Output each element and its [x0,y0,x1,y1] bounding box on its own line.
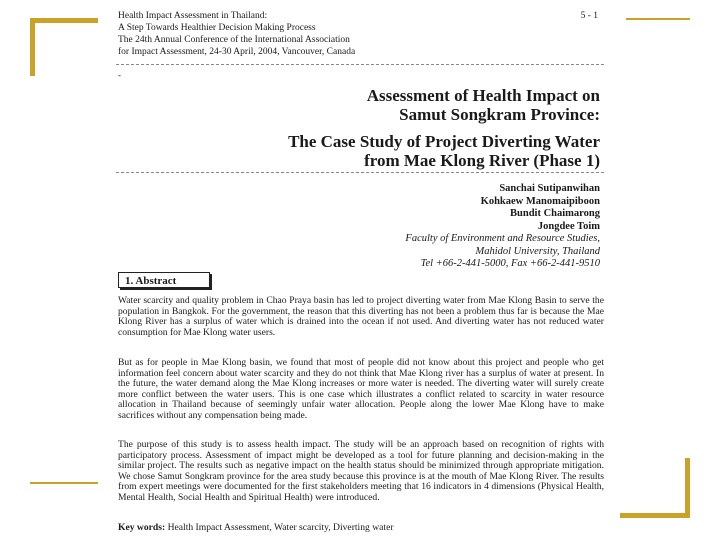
author-name: Jongdee Toim [537,220,600,232]
section-heading-abstract: 1. Abstract [118,272,210,288]
contact-line: Tel +66-2-441-5000, Fax +66-2-441-9510 [420,258,600,269]
paper-page [112,0,608,540]
author-name: Kohkaew Manomaipiboon [480,195,600,207]
title-line-2: Samut Songkram Province: [399,105,600,124]
affiliation-line-2: Mahidol University, Thailand [475,245,600,257]
title-line-1: Assessment of Health Impact on [366,86,600,105]
title-rule [116,172,604,173]
abstract-paragraph-1: Water scarcity and quality problem in Chao Praya basin has led to project diverting water from Mae Klong Basin to serve the population in Bangkok. For the government, the reason that this diverting has not been a problem thus far is because the Mae Klong River has a surplus of water which is drained into the ocean if not used. And diverting water has not reduced water consumption for Mae Klong water users. [118,295,604,338]
running-header [118,10,602,58]
author-block [405,183,600,271]
author-name: Sanchai Sutipanwihan [499,183,600,194]
affiliation-line-1: Faculty of Environment and Resource Studies, [405,233,600,244]
corner-bracket-bottom-right-horizontal [620,513,690,518]
header-mark: - [118,70,121,80]
subtitle-line-1: The Case Study of Project Diverting Water [288,132,600,151]
page-number: 5 - 1 [580,11,598,21]
corner-bracket-bottom-right-vertical [685,458,690,518]
header-line-4: for Impact Assessment, 24-30 April, 2004, Vancouver, Canada [118,47,356,57]
subtitle-line-2: from Mae Klong River (Phase 1) [364,151,600,170]
keywords-line [118,522,394,533]
keywords-text: Health Impact Assessment, Water scarcity, Diverting water [167,522,394,533]
corner-bracket-top-left-vertical [30,18,35,76]
corner-line-bottom-left [30,482,98,484]
paper-subtitle [288,132,600,170]
paper-title [367,86,600,124]
abstract-paragraph-3: The purpose of this study is to assess health impact. The study will be an approach based on recognition of rights with participatory process. Assessment of impact might be developed as a tool for future planning and decision-making in the similar project. The results such as negative impact on the health status should be minimized through appropriate mitigation. We chose Samut Songkram province for the area study because this province is at the mouth of Mae Klong River. The results from expert meetings were documented for the first stakeholders meeting that 16 indicators in 4 dimensions (Physical Health, Mental Health, Social Health and Spiritual Health) were introduced. [118,439,604,503]
keywords-label: Key words: [118,522,166,533]
abstract-paragraph-2: But as for people in Mae Klong basin, we found that most of people did not know about this project and people who get information feel concern about water scarcity and they do not think that Mae Klong river has a surplus of water at present. In the future, the water demand along the Mae Klong increases or more water is needed. The diverting water will surely create more conflict between the water users. This is one case which illustrates a conflict related to scarcity in water resource allocation in Thailand because of seemingly unfair water allocation. People along the lower Mae Klong have to make sacrifices without any compensation being made. [118,357,604,421]
corner-bracket-top-left-horizontal [30,18,98,23]
header-line-3: The 24th Annual Conference of the International Association [118,35,350,45]
corner-line-top-right [626,18,690,20]
header-line-1: Health Impact Assessment in Thailand: [118,11,268,21]
author-name: Bundit Chaimarong [510,208,600,219]
header-line-2: A Step Towards Healthier Decision Making Process [118,23,316,33]
header-rule [116,64,604,65]
